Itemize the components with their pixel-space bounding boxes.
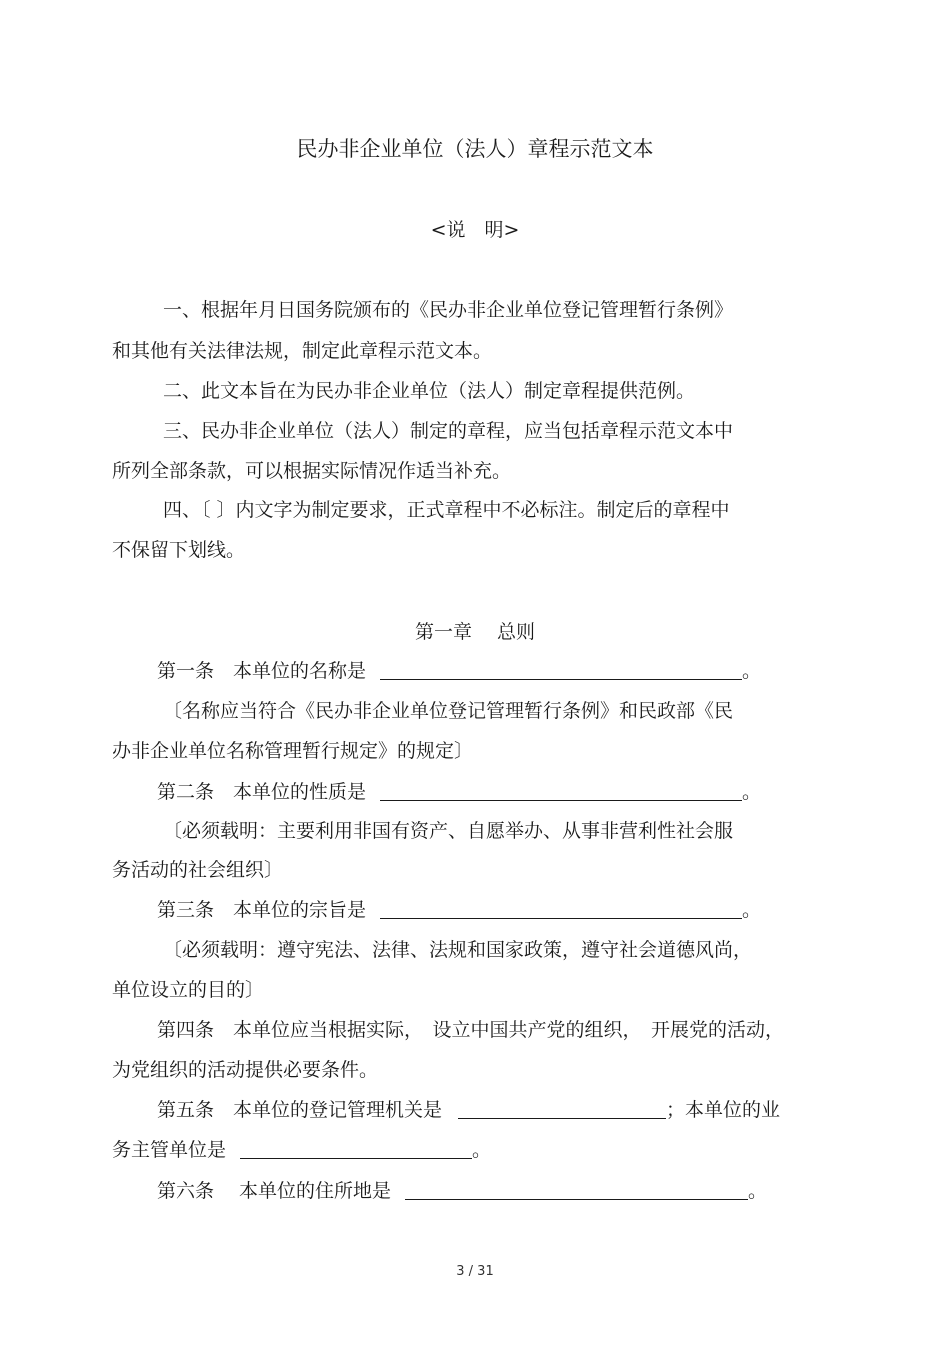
article-6-end: 。 bbox=[748, 1180, 768, 1202]
note-4-line-1: 四、〔 〕内文字为制定要求，正式章程中不必标注。制定后的章程中 bbox=[163, 499, 730, 521]
article-3-end: 。 bbox=[742, 899, 762, 921]
page-number: 3 / 31 bbox=[456, 1264, 494, 1279]
article-5-end: 。 bbox=[472, 1139, 492, 1161]
article-3-note-line-2: 单位设立的目的〕 bbox=[112, 979, 265, 1001]
article-2-blank bbox=[380, 782, 742, 801]
note-4-line-2: 不保留下划线。 bbox=[112, 539, 246, 561]
document-title: 民办非企业单位（法人）章程示范文本 bbox=[296, 137, 654, 161]
article-2-text: 第二条 本单位的性质是 bbox=[157, 781, 367, 803]
article-2-note-line-1: 〔必须载明：主要利用非国有资产、自愿举办、从事非营利性社会服 bbox=[163, 820, 734, 842]
chapter-title: 第一章 总则 bbox=[414, 621, 536, 643]
note-3-line-2: 所列全部条款，可以根据实际情况作适当补充。 bbox=[112, 460, 512, 482]
article-5-line-2 bbox=[112, 1137, 491, 1163]
article-1-note-line-2: 办非企业单位名称管理暂行规定》的规定〕 bbox=[112, 740, 474, 762]
note-2: 二、此文本旨在为民办非企业单位（法人）制定章程提供范例。 bbox=[163, 380, 696, 402]
article-6 bbox=[157, 1178, 767, 1204]
article-6-text: 第六条 本单位的住所地是 bbox=[157, 1180, 392, 1202]
article-5-blank-1 bbox=[458, 1100, 666, 1119]
article-2-end: 。 bbox=[742, 781, 762, 803]
article-1-note-line-1: 〔名称应当符合《民办非企业单位登记管理暂行条例》和民政部《民 bbox=[163, 700, 734, 722]
article-5-blank-2 bbox=[240, 1140, 472, 1159]
article-2-note-line-2: 务活动的社会组织〕 bbox=[112, 859, 284, 881]
article-6-blank bbox=[405, 1181, 748, 1200]
article-3-note-line-1: 〔必须载明：遵守宪法、法律、法规和国家政策，遵守社会道德风尚， bbox=[163, 939, 753, 961]
article-1 bbox=[157, 658, 761, 684]
note-1-line-1: 一、根据年月日国务院颁布的《民办非企业单位登记管理暂行条例》 bbox=[163, 299, 734, 321]
note-3-line-1: 三、民办非企业单位（法人）制定的章程，应当包括章程示范文本中 bbox=[163, 420, 734, 442]
article-5-line-1 bbox=[157, 1097, 780, 1123]
article-4-line-1: 第四条 本单位应当根据实际， 设立中国共产党的组织， 开展党的活动， bbox=[157, 1019, 785, 1041]
article-1-end: 。 bbox=[742, 660, 762, 682]
article-4-line-2: 为党组织的活动提供必要条件。 bbox=[112, 1059, 379, 1081]
article-3-text: 第三条 本单位的宗旨是 bbox=[157, 899, 367, 921]
article-1-blank bbox=[380, 661, 742, 680]
notes-heading: <说 明> bbox=[430, 219, 520, 241]
article-5-text: 第五条 本单位的登记管理机关是 bbox=[157, 1099, 443, 1121]
note-1-line-2: 和其他有关法律法规，制定此章程示范文本。 bbox=[112, 340, 493, 362]
article-5-line2-text: 务主管单位是 bbox=[112, 1139, 227, 1161]
article-2 bbox=[157, 779, 761, 805]
article-3 bbox=[157, 897, 761, 923]
article-5-mid: ；本单位的业 bbox=[666, 1099, 781, 1121]
article-1-text: 第一条 本单位的名称是 bbox=[157, 660, 367, 682]
article-3-blank bbox=[380, 900, 742, 919]
